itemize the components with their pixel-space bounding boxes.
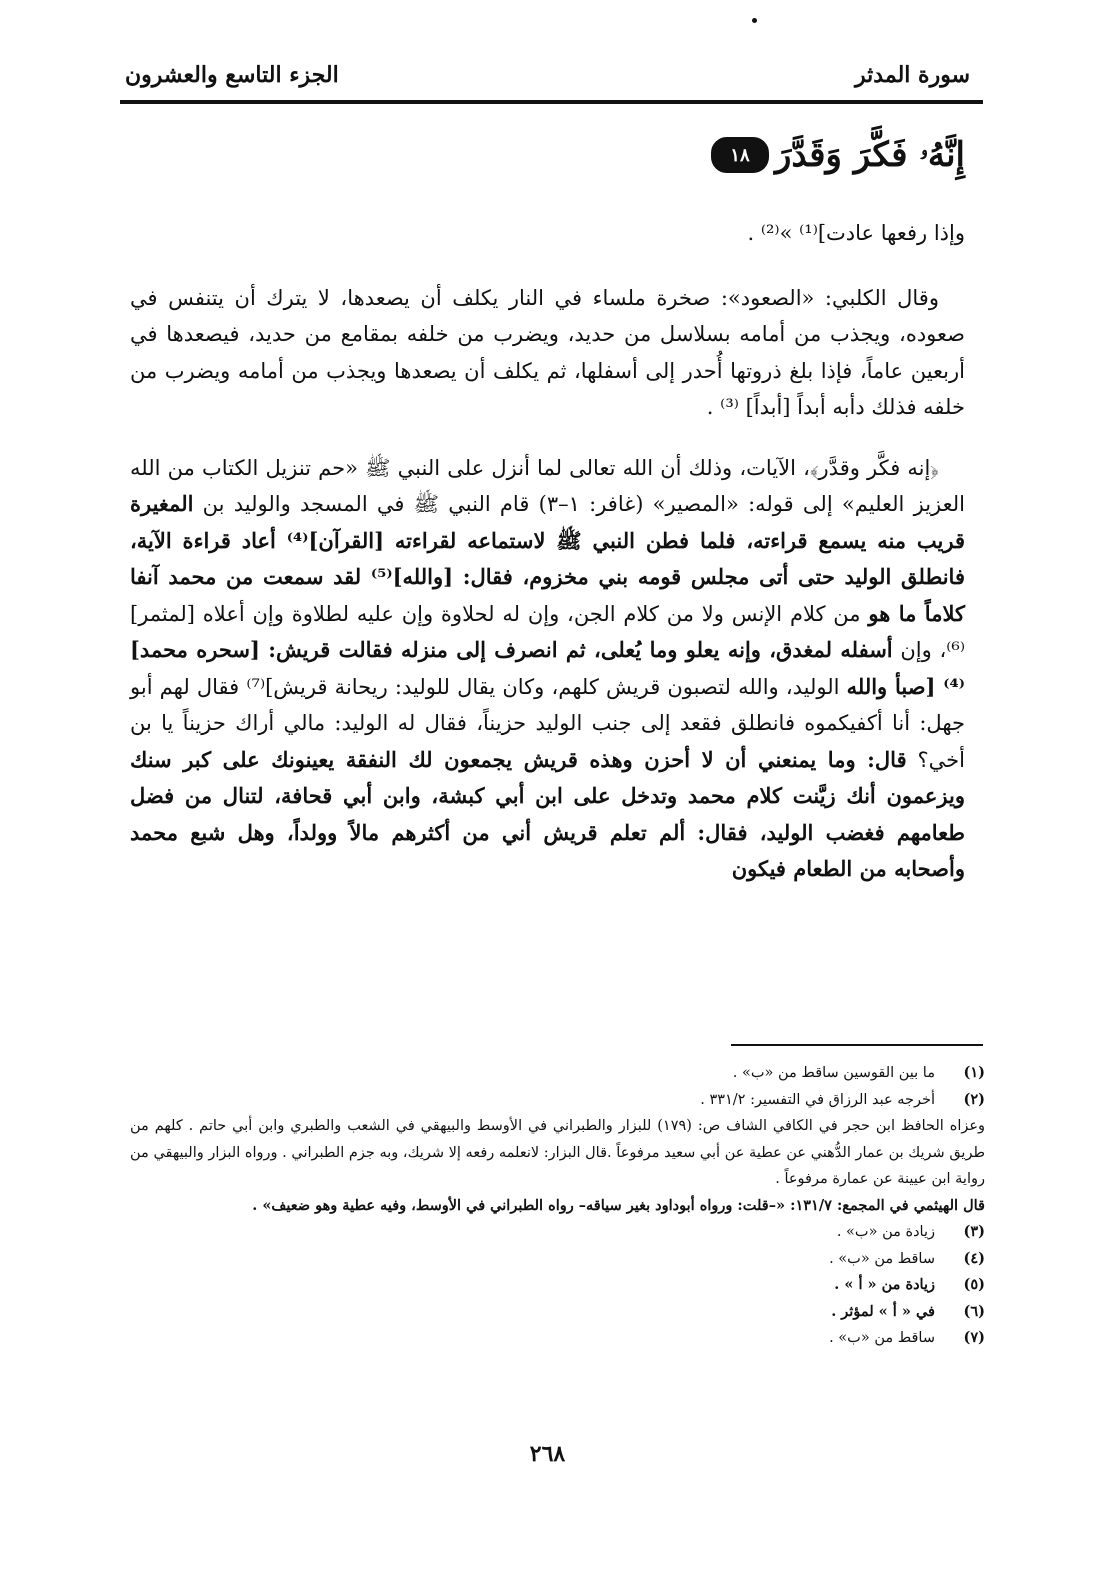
footnote-text: ساقط من «ب» . — [829, 1330, 935, 1346]
footnote-number: (٧) — [963, 1329, 985, 1346]
quran-verse — [711, 135, 965, 175]
paragraph-2-part-c: من كلام الإنس ولا من كلام الجن، وإن له لحلاوة وإن عليه لطلاوة وإن أعلاه [لمثمر]⁽⁶⁾، وإن — [130, 601, 966, 662]
footnote-text: زيادة من «ب» . — [836, 1224, 935, 1240]
running-header — [125, 55, 970, 95]
footnote-text: ساقط من «ب» . — [829, 1250, 935, 1267]
verse-number-badge: ١٨ — [711, 137, 769, 173]
header-rule — [120, 100, 983, 104]
paragraph-2-part-f: قال: وما يمنعني أن لا أحزن وهذه قريش يجمعون لك النفقة يعينونك على كبر سنك ويزعمون أنك زيَّنت كلام محمد وتدخل على ابن أبي كبشة، وابن أبي قحافة، لتنال من فضل طعامهم فغضب الوليد، فقال: ألم تعلم قريش أني من أكثرهم مالاً وولداً، وهل شبع محمد وأصحابه من الطعام فيكون — [130, 746, 965, 881]
footnote-4 — [130, 1246, 985, 1273]
footnote-5 — [130, 1272, 985, 1299]
footnote-number: (٣) — [963, 1223, 985, 1240]
footnote-7 — [130, 1325, 985, 1352]
footnote-text: أخرجه عبد الرزاق في التفسير: ٣٣١/٢ . — [700, 1091, 935, 1108]
footnote-text: ما بين القوسين ساقط من «ب» . — [732, 1065, 935, 1081]
footnote-rule — [731, 1044, 983, 1046]
juz-title: الجزء التاسع والعشرون — [125, 62, 339, 88]
ink-dot — [752, 18, 757, 23]
footnote-2-continuation: وعزاه الحافظ ابن حجر في الكافي الشاف ص: (١٧٩) للبزار والطبراني في الأوسط والبيهقي في الشعب والطبري وابن أبي حاتم . كلهم من طريق شريك بن عمار الدُّهني عن عطية عن أبي سعيد مرفوعاً .قال البزار: لانعلمه رفعه إلا شريك، وبه جزم الطبراني . ورواه البزار والبيهقي من رواية ابن عيينة عن عمارة مرفوعاً . — [130, 1118, 985, 1187]
footnote-2 — [130, 1087, 985, 1114]
footnote-1 — [130, 1060, 985, 1087]
paragraph-2 — [130, 450, 965, 888]
page-number: ٢٦٨ — [529, 1441, 566, 1467]
main-text — [130, 215, 965, 912]
footnotes — [130, 1060, 985, 1352]
footnote-number: (٥) — [963, 1276, 985, 1293]
paragraph-2-part-b: المغيرة قريب منه يسمع قراءته، فلما فطن النبي ﷺ لاستماعه لقراءته [القرآن]⁽⁴⁾ أعاد قراءة الآية، فانطلق الوليد حتى أتى مجلس قومه بني مخزوم، فقال: [والله]⁽⁵⁾ لقد سمعت من محمد آنفا كلاماً ما هو — [130, 491, 965, 626]
footnote-number: (٢) — [963, 1090, 985, 1108]
footnote-number: (٦) — [963, 1302, 985, 1320]
surah-title: سورة المدثر — [855, 62, 970, 88]
footnote-3 — [130, 1219, 985, 1246]
text-line-1: وإذا رفعها عادت]⁽¹⁾ »⁽²⁾ . — [747, 221, 965, 245]
footnote-number: (٤) — [963, 1249, 985, 1267]
footnote-text: في « أ » لمؤثر . — [831, 1302, 935, 1320]
footnote-6 — [130, 1299, 985, 1326]
footnote-2-haythami: قال الهيثمي في المجمع: ١٣١/٧: «–قلت: ورواه أبوداود بغير سياقه– رواه الطبراني في الأوسط، وفيه عطية وهو ضعيف» . — [252, 1196, 985, 1214]
footnote-text: زيادة من « أ » . — [834, 1276, 935, 1293]
paragraph-2-part-a: ﴿إنه فكَّر وقدَّر﴾، الآيات، وذلك أن الله تعالى لما أنزل على النبي ﷺ «حم تنزيل الكتاب من الله العزيز العليم» إلى قوله: «المصير» (غافر: ١–٣) قام النبي ﷺ في المسجد والوليد بن — [130, 455, 966, 516]
footnote-number: (١) — [963, 1064, 985, 1081]
verse-text: إِنَّهُۥ فَكَّرَ وَقَدَّرَ — [774, 135, 965, 175]
paragraph-2-part-e: الوليد، والله لتصبون قريش كلهم، وكان يقال للوليد: ريحانة قريش]⁽⁷⁾ فقال لهم أبو جهل: أنا أكفيكموه فانطلق فقعد إلى جنب الوليد حزيناً، فقال له الوليد: مالي أراك حزيناً يا بن أخي؟ — [130, 674, 965, 772]
paragraph-1: وقال الكلبي: «الصعود»: صخرة ملساء في النار يكلف أن يصعدها، لا يترك أن يتنفس في صعوده، ويجذب من أمامه بسلاسل من حديد، ويضرب من خلفه بمقامع من حديد، فيصعدها في أربعين عاماً، فإذا بلغ ذروتها أُحدر إلى أسفلها، ثم يكلف أن يصعدها ويجذب من أمامه ويضرب من خلفه فذلك دأبه أبداً [أبداً] ⁽³⁾ . — [130, 285, 965, 419]
paragraph-2-part-d: أسفله لمغدق، وإنه يعلو وما يُعلى، ثم انصرف إلى منزله فقالت قريش: [سحره محمد]⁽⁴⁾ [صبأ والله — [130, 637, 965, 699]
